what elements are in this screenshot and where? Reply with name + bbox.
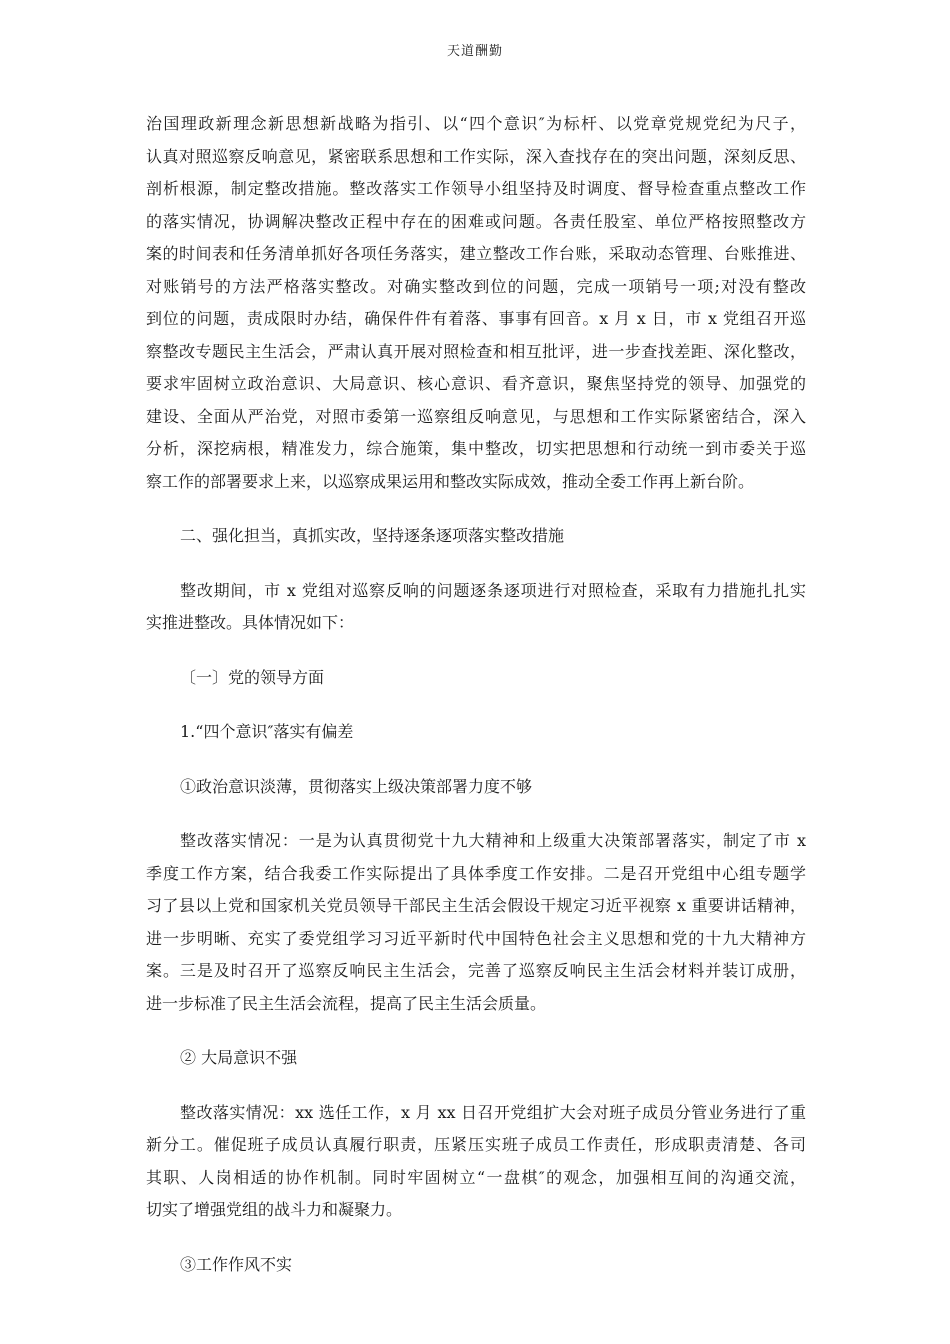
- text-line: 治国理政新理念新思想新战略为指引、以“四个意识″为标杆、以党章党规党纪为尺子，: [146, 114, 806, 133]
- issue-heading: ③工作作风不实: [180, 1254, 293, 1274]
- text-line: 案的时间表和任务清单抓好各项任务落实，建立整改工作台账，采取动态管理、台账推进、: [146, 244, 806, 263]
- text-line: 分析，深挖病根，精准发力，综合施策，集中整改，切实把思想和行动统一到市委关于巡: [146, 439, 806, 458]
- text-line: 案。三是及时召开了巡察反响民主生活会，完善了巡察反响民主生活会材料并装订成册，: [146, 961, 806, 980]
- text-line: 进一步标准了民主生活会流程，提高了民主生活会质量。: [146, 993, 547, 1013]
- intro-paragraph: [146, 108, 806, 498]
- text-line: 剖析根源，制定整改措施。整改落实工作领导小组坚持及时调度、督导检查重点整改工作: [146, 179, 806, 198]
- text-line: 对账销号的方法严格落实整改。对确实整改到位的问题，完成一项销号一项;对没有整改: [146, 276, 806, 296]
- section-heading: 二、强化担当，真抓实改，坚持逐条逐项落实整改措施: [180, 526, 565, 545]
- text-line: 要求牢固树立政治意识、大局意识、核心意识、看齐意识，聚焦坚持党的领导、加强党的: [146, 374, 806, 393]
- text-line: 实推进整改。具体情况如下：: [146, 613, 355, 632]
- text-line: 的落实情况，协调解决整改正程中存在的困难或问题。各责任股室、单位严格按照整改方: [146, 211, 806, 231]
- text-line: 察整改专题民主生活会，严肃认真开展对照检查和相互批评，进一步查找差距、深化整改，: [146, 341, 806, 361]
- text-line: 新分工。催促班子成员认真履行职责，压紧压实班子成员工作责任，形成职责清楚、各司: [146, 1135, 806, 1154]
- issue-text-paragraph: [146, 1097, 806, 1227]
- issue-heading: ①政治意识淡薄，贯彻落实上级决策部署力度不够: [180, 776, 533, 796]
- text-line: 切实了增强党组的战斗力和凝聚力。: [146, 1200, 403, 1219]
- document-body: [146, 108, 806, 1281]
- subsection-heading: 〔一〕党的领导方面: [180, 667, 325, 687]
- text-line: 建设、全面从严治党，对照市委第一巡察组反响意见，与思想和工作实际紧密结合，深入: [146, 406, 806, 426]
- text-line: 整改落实情况：xx 选任工作，x 月 xx 日召开党组扩大会对班子成员分管业务进行了重: [180, 1102, 806, 1122]
- text-line: 习了县以上党和国家机关党员领导干部民主生活会假设干规定习近平视察 x 重要讲话精神，: [146, 896, 806, 915]
- text-line: 整改落实情况：一是为认真贯彻党十九大精神和上级重大决策部署落实，制定了市 x: [180, 831, 806, 850]
- section-intro-paragraph: [146, 575, 806, 640]
- text-line: 其职、人岗相适的协作机制。同时牢固树立“一盘棋″的观念，加强相互间的沟通交流，: [146, 1167, 806, 1187]
- text-line: 察工作的部署要求上来，以巡察成果运用和整改实际成效，推动全委工作再上新台阶。: [146, 471, 755, 491]
- issue-text-paragraph: [146, 825, 806, 1020]
- text-line: 进一步明晰、充实了委党组学习习近平新时代中国特色社会主义思想和党的十九大精神方: [146, 928, 806, 948]
- issue-heading: ② 大局意识不强: [180, 1048, 298, 1067]
- page-header: 天道酬勤: [446, 44, 503, 59]
- item-heading: 1.“四个意识″落实有偏差: [180, 722, 354, 741]
- text-line: 认真对照巡察反响意见，紧密联系思想和工作实际，深入查找存在的突出问题，深刻反思、: [146, 146, 806, 166]
- text-line: 到位的问题，责成限时办结，确保件件有着落、事事有回音。x 月 x 日，市 x 党组召开巡: [146, 309, 806, 328]
- text-line: 整改期间，市 x 党组对巡察反响的问题逐条逐项进行对照检查，采取有力措施扎扎实: [180, 580, 806, 600]
- text-line: 季度工作方案，结合我委工作实际提出了具体季度工作安排。二是召开党组中心组专题学: [146, 863, 806, 883]
